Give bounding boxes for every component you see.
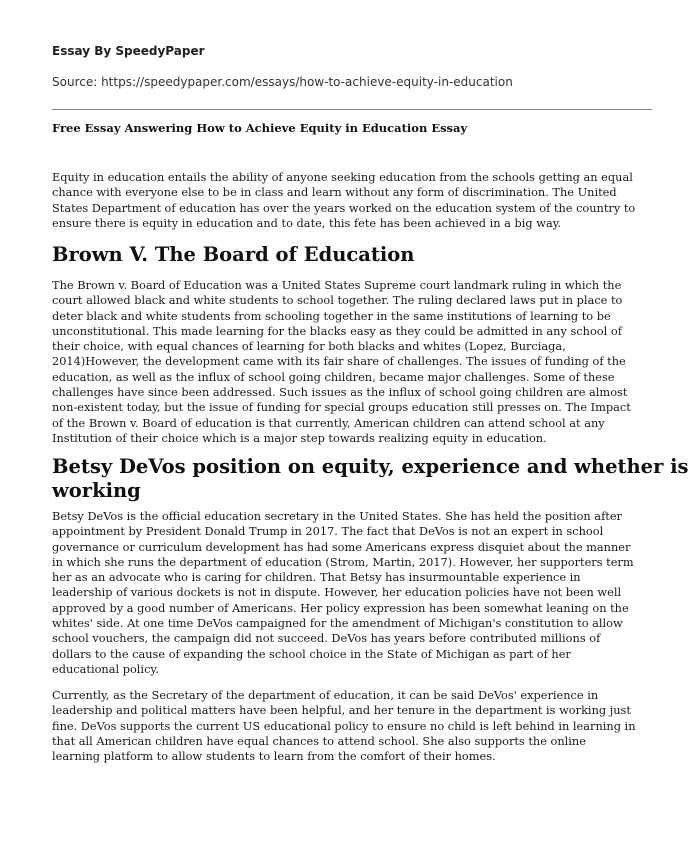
intro-paragraph [52,170,656,231]
text-line: leadership of various dockets is not in dispute. However, her education policies have not been well [52,585,622,600]
section-heading-brown: Brown V. The Board of Education [52,243,415,266]
text-line: 2014)However, the development came with its fair share of challenges. The issues of funding of the [52,354,626,369]
text-line: States Department of education has over the years worked on the education system of the country to [52,200,636,215]
document-title: Free Essay Answering How to Achieve Equity in Education Essay [52,121,468,135]
text-line: The Brown v. Board of Education was a United States Supreme court landmark ruling in which the [52,278,622,292]
text-line: court allowed black and white students to school together. The ruling declared laws put in place to [52,293,623,308]
text-line: educational policy. [52,661,159,676]
text-line: governance or curriculum development has had some Americans express disquiet about the manner [52,539,631,554]
text-line: ensure there is equity in education and to date, this fete has been achieved in a big way. [52,215,562,230]
heading-line: Betsy DeVos position on equity, experience and whether is [52,455,689,478]
text-line: unconstitutional. This made learning for the blacks easy as they could be admitted in any school of [52,323,622,338]
devos-paragraph-1 [52,509,656,677]
brown-paragraph [52,278,656,446]
text-line: approved by a good number of Americans. Her policy expression has been somewhat leaning on the [52,600,629,615]
text-line: in which she runs the department of education (Strom, Martin, 2017). However, her supporters term [52,554,634,569]
text-line: leadership and political matters have been helpful, and her tenure in the department is working just [52,703,631,718]
text-line: dollars to the cause of expanding the school choice in the State of Michigan as part of her [52,646,571,661]
header-divider [52,109,652,110]
section-heading-devos [52,455,689,503]
source-url-text: Source: https://speedypaper.com/essays/how-to-achieve-equity-in-education [52,75,513,89]
text-line: that all American children have equal chances to attend school. She also supports the online [52,733,586,748]
text-line: Equity in education entails the ability of anyone seeking education from the schools getting an equal [52,170,633,184]
text-line: education, as well as the influx of school going children, became major challenges. Some of these [52,369,615,384]
text-line: her as an advocate who is caring for children. That Betsy has insurmountable experience in [52,570,581,585]
text-line: their choice, with equal chances of learning for both blacks and whites (Lopez, Burciaga, [52,339,566,354]
text-line: Institution of their choice which is a major step towards realizing equity in education. [52,430,547,445]
text-line: learning platform to allow students to learn from the comfort of their homes. [52,749,496,764]
essay-author-label: Essay By SpeedyPaper [52,44,205,58]
text-line: school vouchers, the campaign did not succeed. DeVos has years before contributed millions of [52,631,601,646]
heading-line: working [52,479,141,502]
devos-paragraph-2 [52,688,656,764]
text-line: whites' side. At one time DeVos campaigned for the amendment of Michigan's constitution to allow [52,616,623,631]
text-line: non-existent today, but the issue of funding for special groups education still presses on. The Impact [52,400,631,415]
text-line: fine. DeVos supports the current US educational policy to ensure no child is left behind in learning in [52,718,636,733]
text-line: Currently, as the Secretary of the department of education, it can be said DeVos' experience in [52,688,599,702]
text-line: of the Brown v. Board of education is that currently, American children can attend school at any [52,415,605,430]
text-line: Betsy DeVos is the official education secretary in the United States. She has held the position after [52,509,622,523]
text-line: chance with everyone else to be in class and learn without any form of discrimination. The United [52,185,617,200]
text-line: appointment by President Donald Trump in 2017. The fact that DeVos is not an expert in school [52,524,604,539]
text-line: deter black and white students from schooling together in the same institutions of learning to be [52,308,611,323]
text-line: challenges have since been addressed. Such issues as the influx of school going children are almost [52,385,628,400]
